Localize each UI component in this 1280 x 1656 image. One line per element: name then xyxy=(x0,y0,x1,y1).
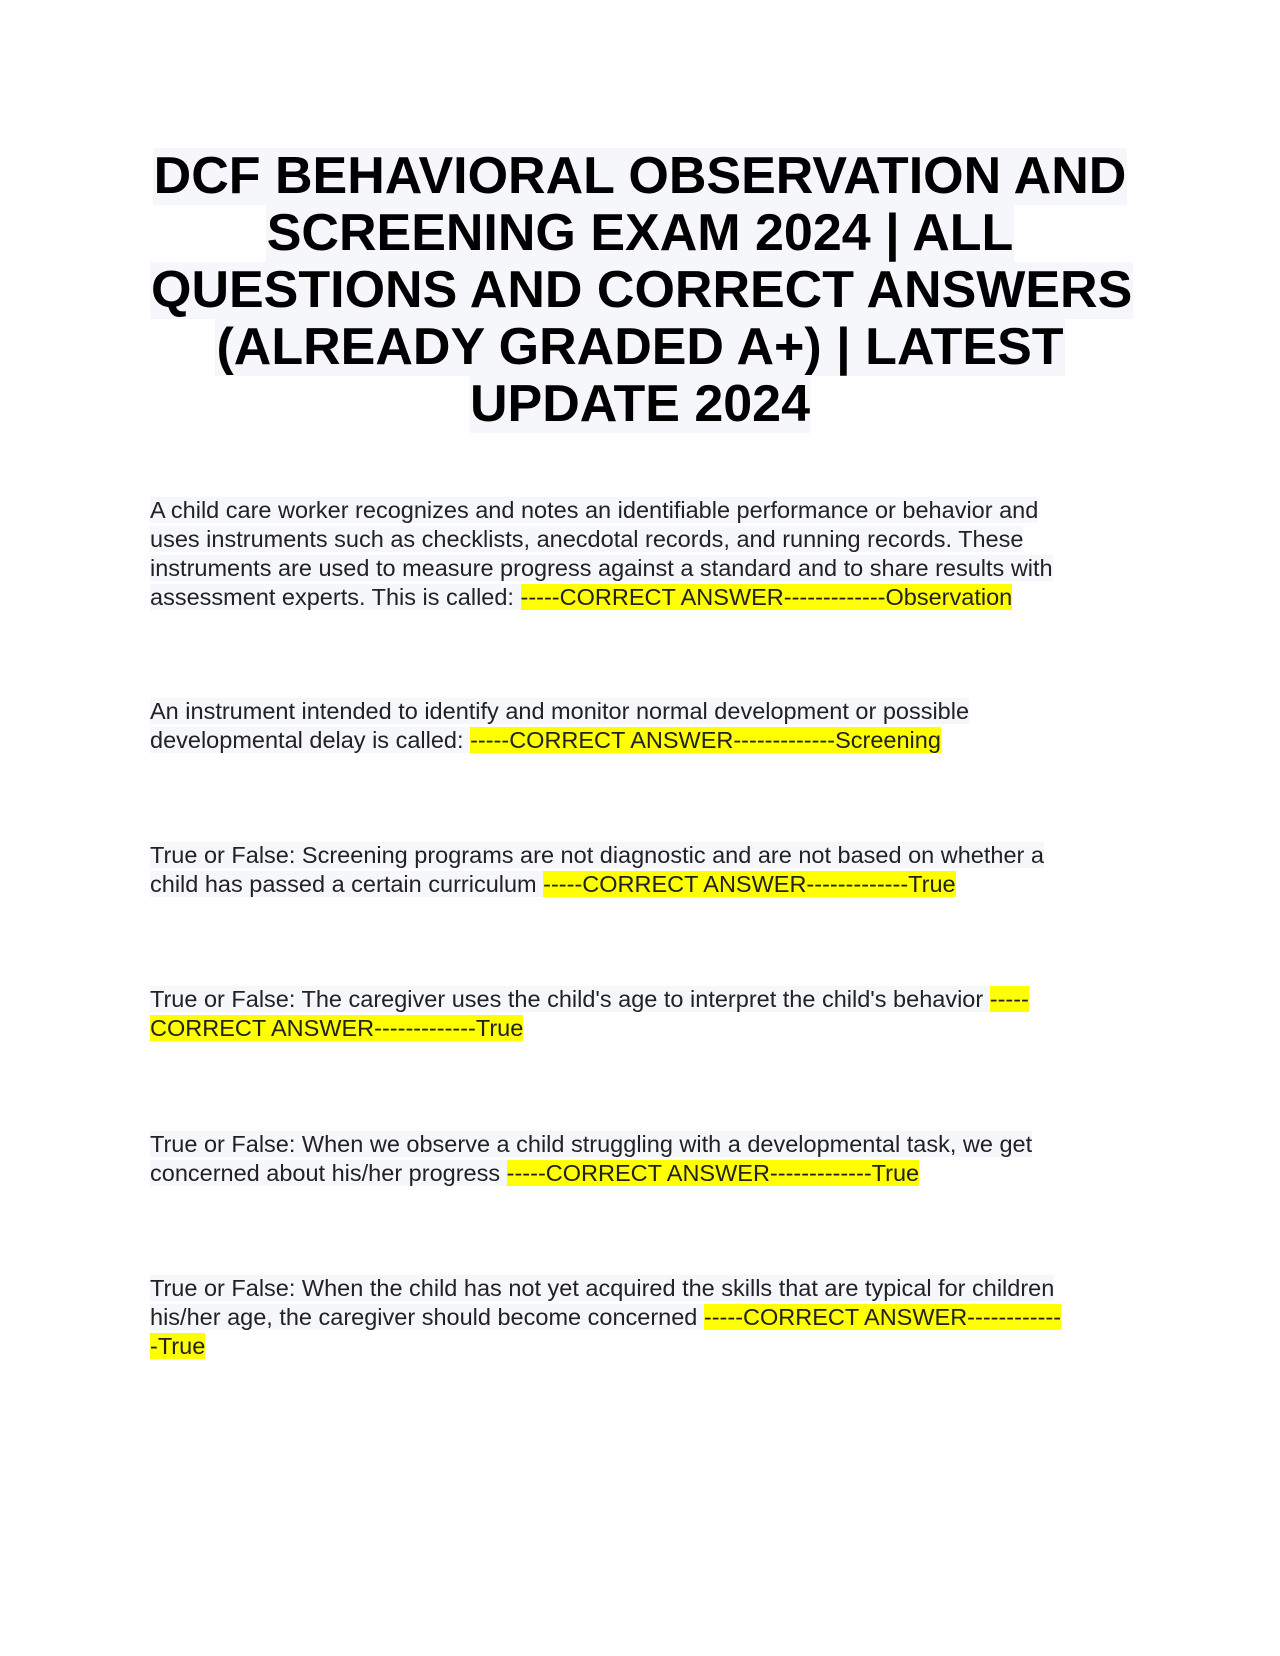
question-block-developmental-task xyxy=(150,1130,1150,1188)
highlighted-answer: -----CORRECT ANSWER-------------Observation xyxy=(520,584,1013,610)
question-text: developmental delay is called: xyxy=(150,727,471,753)
title-line: UPDATE 2024 xyxy=(469,375,811,433)
question-block-childs-age xyxy=(150,985,1150,1043)
highlighted-answer: -----CORRECT ANSWER------------ xyxy=(703,1304,1062,1330)
question-text: uses instruments such as checklists, anecdotal records, and running records. These xyxy=(150,526,1024,552)
question-text: A child care worker recognizes and notes an identifiable performance or behavior and xyxy=(150,497,1039,523)
question-text: True or False: When we observe a child struggling with a developmental task, we get xyxy=(150,1131,1033,1157)
question-text: his/her age, the caregiver should become concerned xyxy=(150,1304,704,1330)
question-text: True or False: When the child has not yet acquired the skills that are typical for children xyxy=(150,1275,1055,1301)
question-text: True or False: The caregiver uses the child's age to interpret the child's behavior xyxy=(150,986,990,1012)
question-block-typical-skills xyxy=(150,1274,1150,1361)
question-text: instruments are used to measure progress against a standard and to share results with xyxy=(150,555,1053,581)
title-line: SCREENING EXAM 2024 | ALL xyxy=(266,204,1014,262)
highlighted-answer: -----CORRECT ANSWER-------------True xyxy=(506,1160,920,1186)
title-line: (ALREADY GRADED A+) | LATEST xyxy=(216,318,1064,376)
question-block-screening xyxy=(150,697,1150,755)
question-text: An instrument intended to identify and monitor normal development or possible xyxy=(150,698,970,724)
title-line: QUESTIONS AND CORRECT ANSWERS xyxy=(151,261,1133,319)
question-block-screening-programs xyxy=(150,841,1150,899)
question-block-observation xyxy=(150,496,1150,612)
title-line: DCF BEHAVIORAL OBSERVATION AND xyxy=(153,147,1127,205)
highlighted-answer: CORRECT ANSWER-------------True xyxy=(150,1015,524,1041)
highlighted-answer: ----- xyxy=(989,986,1029,1012)
question-text: True or False: Screening programs are not diagnostic and are not based on whether a xyxy=(150,842,1044,868)
question-text: concerned about his/her progress xyxy=(150,1160,507,1186)
question-text: child has passed a certain curriculum xyxy=(150,871,544,897)
highlighted-answer: -True xyxy=(150,1333,206,1359)
highlighted-answer: -----CORRECT ANSWER-------------True xyxy=(543,871,956,897)
document-title xyxy=(150,147,1133,433)
highlighted-answer: -----CORRECT ANSWER-------------Screening xyxy=(470,727,941,753)
question-text: assessment experts. This is called: xyxy=(150,584,521,610)
